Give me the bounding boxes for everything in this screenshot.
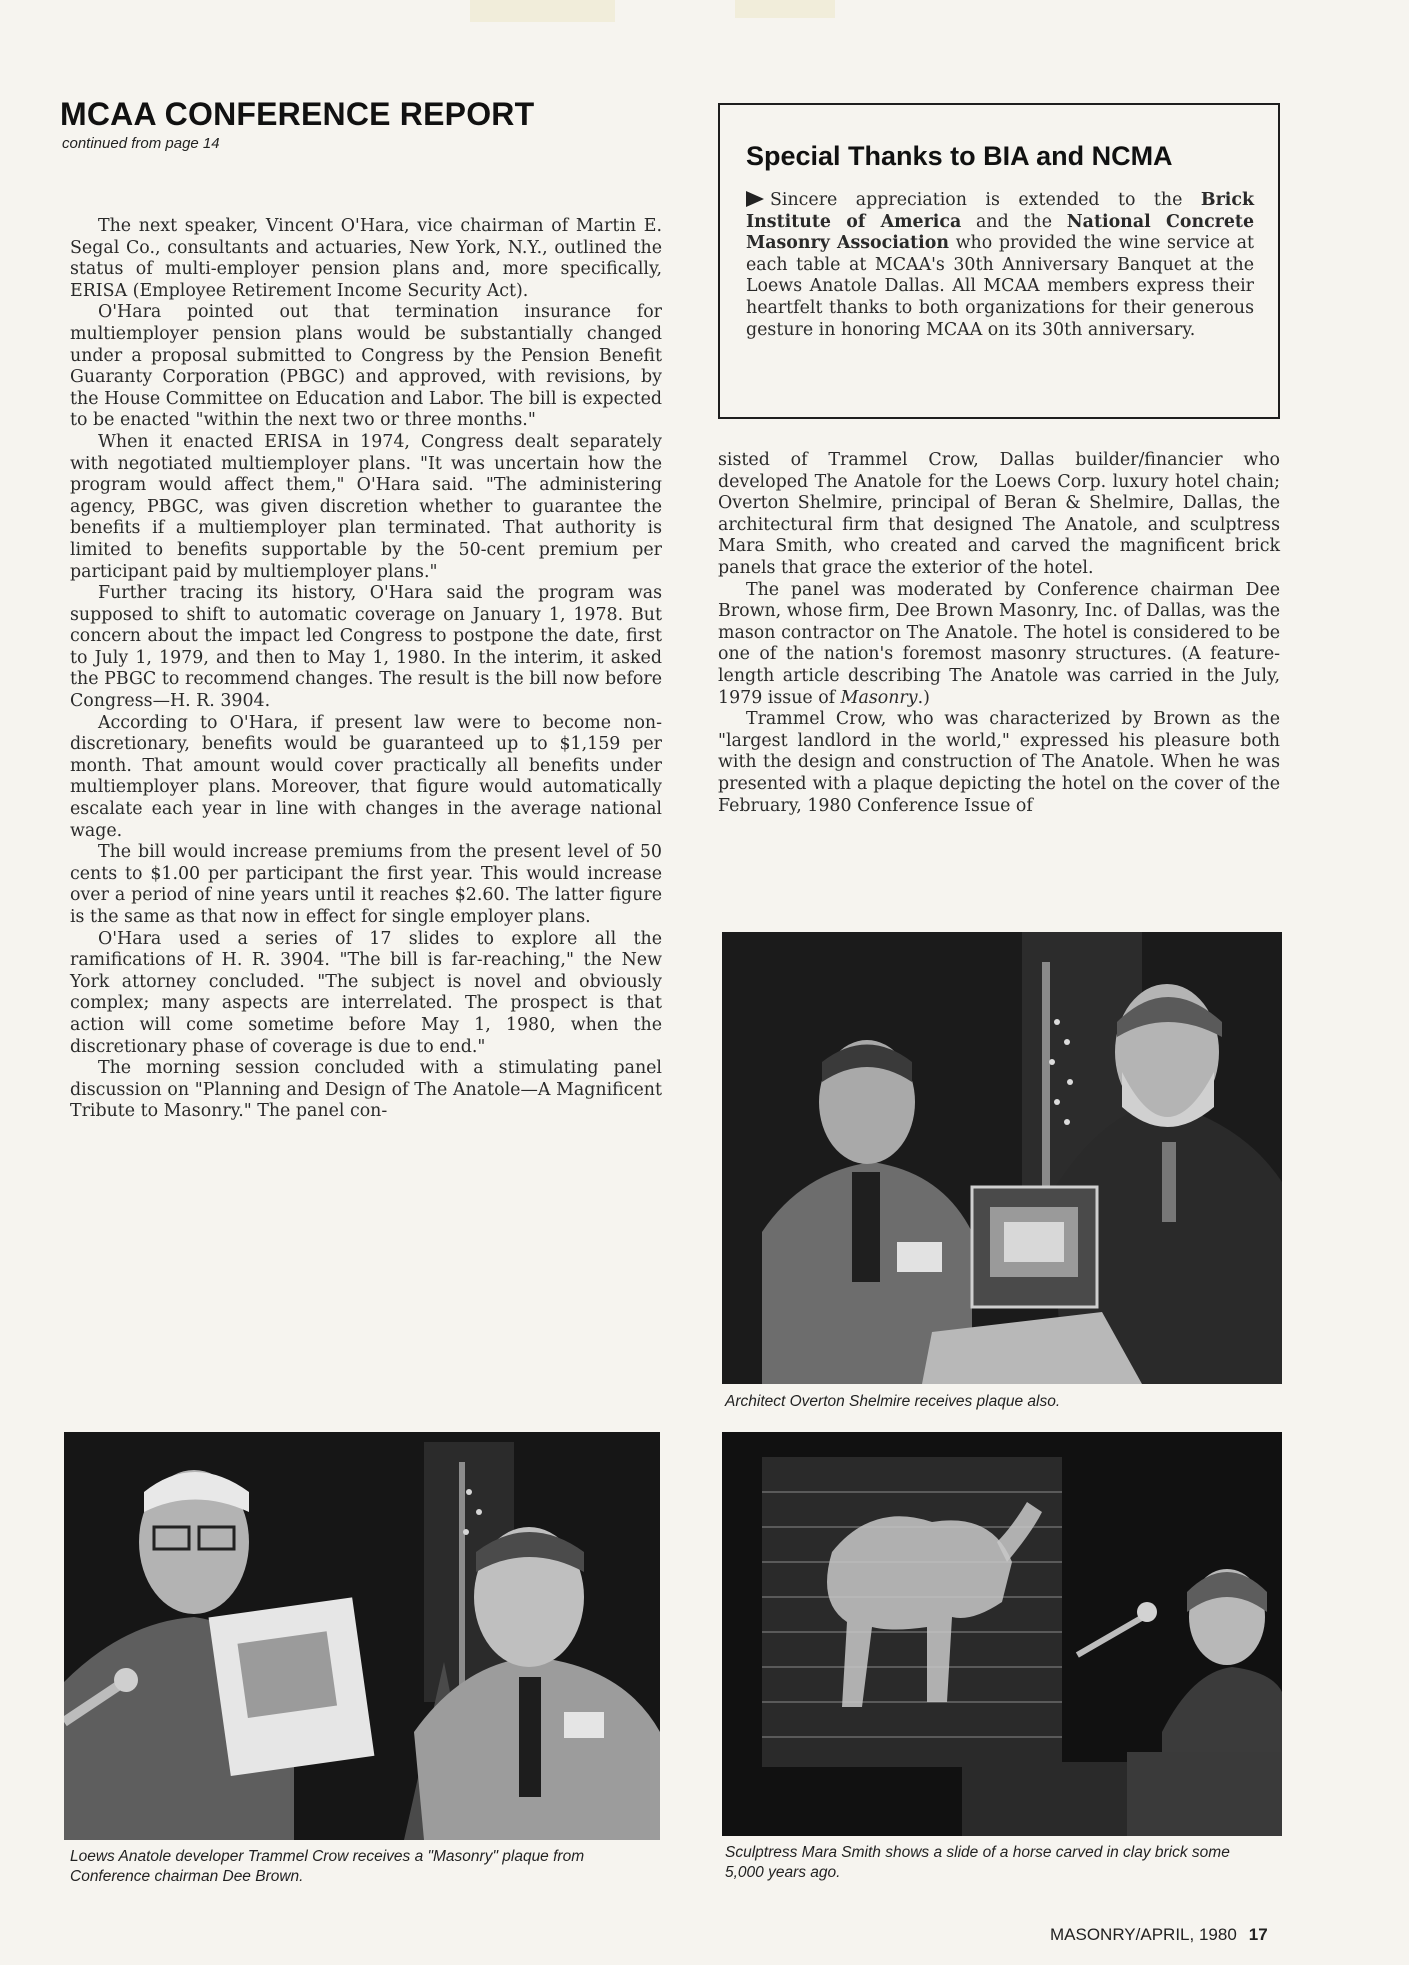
article-paragraph: According to O'Hara, if present law were to become non-discretionary, benefits would be guaranteed up to $1,159 per month. That amount would cover practically all benefits under multiemployer plans. Moreover, that figure would automatically escalate each year in line with changes in the average national wage. bbox=[70, 712, 662, 841]
bia-name: Brick Institute of America bbox=[746, 190, 1254, 232]
box-title: Special Thanks to BIA and NCMA bbox=[746, 141, 1173, 171]
article-paragraph: The panel was moderated by Conference chairman Dee Brown, whose firm, Dee Brown Masonry, Inc. of Dallas, was the mason contractor on The Anatole. The hotel is considered to be one of the nation's foremost masonry structures. (A feature-length article describing The Anatole was carried in the July, 1979 issue of Masonry.) bbox=[718, 579, 1280, 708]
ncma-name: National Concrete Masonry Association bbox=[746, 211, 1255, 254]
triangle-right-icon bbox=[746, 191, 764, 207]
photo-shelmire-plaque bbox=[722, 932, 1282, 1384]
article-paragraph: The next speaker, Vincent O'Hara, vice chairman of Martin E. Segal Co., consultants and actuaries, New York, N.Y., outlined the status of multi-employer pension plans and, more specifically, ERISA (Employee Retirement Income Security Act). bbox=[70, 216, 662, 301]
caption-mara-smith: Sculptress Mara Smith shows a slide of a horse carved in clay brick some 5,000 years ago. bbox=[725, 1844, 1230, 1881]
page-number: 17 bbox=[1248, 1925, 1268, 1944]
photo-crow-plaque bbox=[64, 1432, 660, 1840]
article-paragraph: sisted of Trammel Crow, Dallas builder/financier who developed The Anatole for the Loews Corp. luxury hotel chain; Overton Shelmire, principal of Beran & Shelmire, Dallas, the architectural firm that designed The Anatole, and sculptress Mara Smith, who created and carved the magnificent brick panels that grace the exterior of the hotel. bbox=[718, 450, 1280, 578]
article-paragraph: The morning session concluded with a stimulating panel discussion on "Planning and Design of The Anatole—A Magnificent Tribute to Masonry." The panel con- bbox=[70, 1058, 662, 1122]
publication-date: MASONRY/APRIL, 1980 bbox=[1050, 1925, 1237, 1944]
box-text: Sincere appreciation is extended to the Brick Institute of America and the National Concrete Masonry Association who provided the wine service at each table at MCAA's 30th Anniversary Banquet at the Loews Anatole Dallas. All MCAA members express their heartfelt thanks to both organizations for their generous gesture in honoring MCAA on its 30th anniversary. bbox=[746, 190, 1255, 340]
article-paragraph: Trammel Crow, who was characterized by Brown as the "largest landlord in the world," expressed his pleasure both with the design and construction of The Anatole. When he was presented with a plaque depicting the hotel on the cover of the February, 1980 Conference Issue of bbox=[718, 709, 1280, 816]
article-paragraph: O'Hara used a series of 17 slides to explore all the ramifications of H. R. 3904. "The bill is far-reaching," the New York attorney concluded. "The subject is novel and obviously complex; many aspects are interrelated. The prospect is that action will come sometime before May 1, 1980, when the discretionary phase of coverage is due to end." bbox=[70, 928, 662, 1057]
continued-note: continued from page 14 bbox=[62, 135, 220, 152]
caption-shelmire: Architect Overton Shelmire receives plaque also. bbox=[725, 1393, 1061, 1410]
page-title: MCAA CONFERENCE REPORT bbox=[60, 96, 535, 132]
article-paragraph: When it enacted ERISA in 1974, Congress dealt separately with negotiated multiemployer plans. "It was uncertain how the program would affect them," O'Hara said. "The administering agency, PBGC, was given discretion whether to guarantee the benefits if a multiemployer plan terminated. That authority is limited to benefits supportable by the 50-cent premium per participant paid by multiemployer plans." bbox=[70, 431, 662, 582]
scan-smudge bbox=[735, 0, 835, 18]
article-paragraph: The bill would increase premiums from the present level of 50 cents to $1.00 per participant the first year. This would increase over a period of nine years until it reaches $2.60. The latter figure is the same as that now in effect for single employer plans. bbox=[70, 842, 662, 927]
magazine-name: Masonry bbox=[840, 687, 918, 708]
left-column bbox=[70, 216, 662, 1123]
special-thanks-box bbox=[718, 103, 1280, 419]
scan-smudge bbox=[470, 0, 615, 22]
article-paragraph: O'Hara pointed out that termination insurance for multiemployer pension plans would be substantially changed under a proposal submitted to Congress by the Pension Benefit Guaranty Corporation (PBGC) and approved, with revisions, by the House Committee on Education and Labor. The bill is expected to be enacted "within the next two or three months." bbox=[70, 302, 662, 431]
article-paragraph: Further tracing its history, O'Hara said the program was supposed to shift to automatic coverage on January 1, 1978. But concern about the impact led Congress to postpone the date, first to July 1, 1979, and then to May 1, 1980. In the interim, it asked the PBGC to recommend changes. The result is the bill now before Congress—H. R. 3904. bbox=[70, 583, 662, 712]
photo-mara-smith-slide bbox=[722, 1432, 1282, 1836]
caption-crow: Loews Anatole developer Trammel Crow receives a "Masonry" plaque from Conference chairman Dee Brown. bbox=[70, 1848, 585, 1885]
right-column bbox=[718, 450, 1280, 817]
page-footer bbox=[1050, 1925, 1268, 1945]
